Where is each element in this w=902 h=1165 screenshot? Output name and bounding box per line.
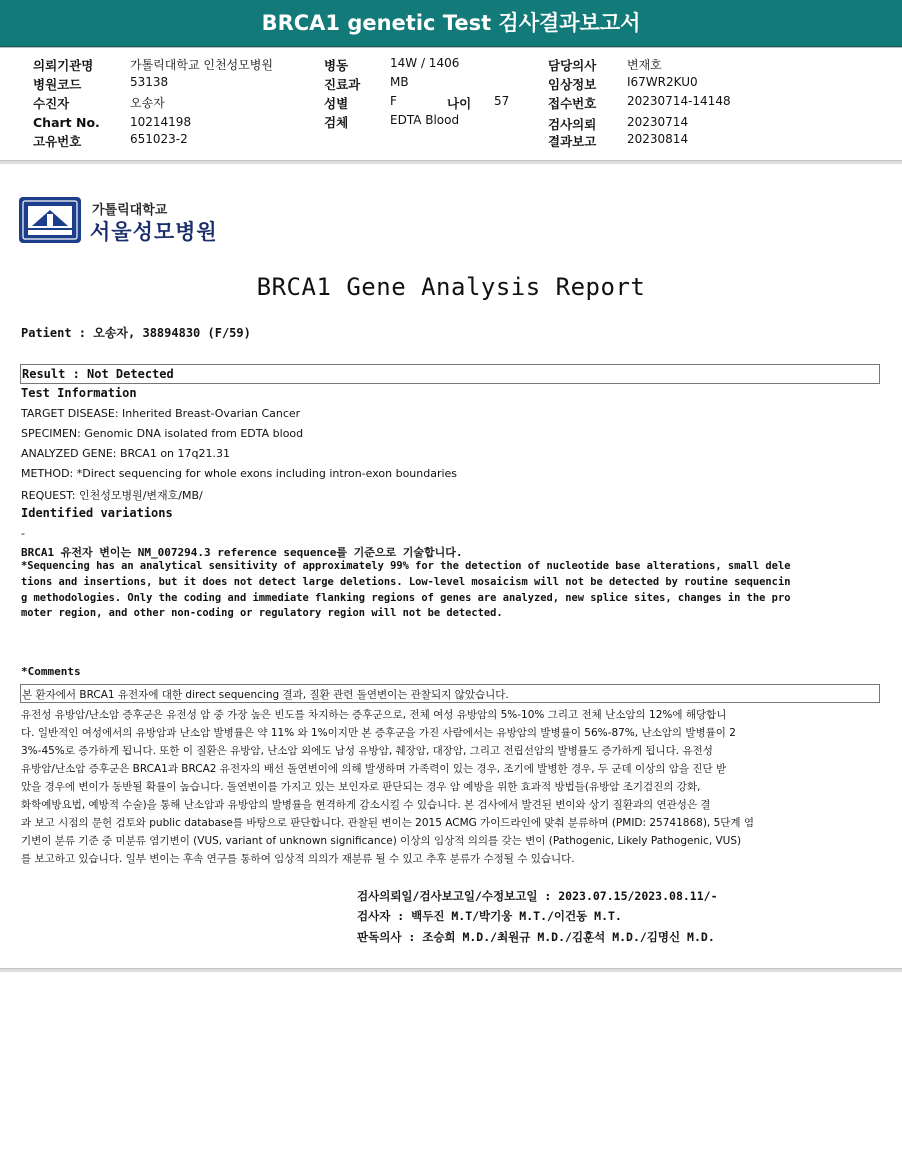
analyzed-gene: ANALYZED GENE: BRCA1 on 17q21.31 (21, 447, 230, 460)
comment-line-1: 유전성 유방암/난소암 증후군은 유전성 암 중 가장 높은 빈도를 차지하는 증후군으로, 전체 여성 유방암의 5%-10% 그리고 전체 난소암의 12%에 해당합니 (21, 709, 727, 721)
request-line: REQUEST: 인천성모병원/변재호/MB/ (21, 489, 203, 502)
value-result-report-date: 20230814 (627, 132, 689, 146)
value-sex: F (390, 94, 397, 108)
result-box (20, 364, 880, 384)
comment-box (20, 684, 880, 703)
comments-heading: *Comments (21, 665, 81, 678)
label-result-report-date: 결과보고 (548, 134, 597, 149)
label-ward: 병동 (324, 58, 349, 73)
target-disease: TARGET DISEASE: Inherited Breast-Ovarian Cancer (21, 407, 301, 420)
comment-line-4: 유방암/난소암 증후군은 BRCA1과 BRCA2 유전자의 배선 돌연변이에 의해 발생하며 가족력이 있는 경우, 조기에 발병한 경우, 두 군데 이상의 암을 진단 받 (21, 763, 727, 775)
label-attending-doctor: 담당의사 (548, 58, 597, 73)
sensitivity-line-1: *Sequencing has an analytical sensitivity of approximately 99% for the detection of nucleotide base alterations, small dele (21, 560, 791, 572)
identified-variations-value: - (21, 527, 25, 540)
value-receipt-number: 20230714-14148 (627, 94, 731, 108)
report-header-title: BRCA1 genetic Test 검사결과보고서 (0, 0, 902, 48)
value-requesting-institution: 가톨릭대학교 인천성모병원 (130, 58, 273, 72)
value-chart-no: 10214198 (130, 115, 192, 129)
sensitivity-line-3: g methodologies. Only the coding and immediate flanking regions of genes are analyzed, new splice sites, changes in the pro (21, 592, 791, 604)
sensitivity-line-4: moter region, and other non-coding or regulatory region will not be detected. (21, 607, 503, 619)
reference-note: BRCA1 유전자 변이는 NM_007294.3 reference sequence를 기준으로 기술합니다. (21, 546, 463, 559)
sensitivity-line-2: tions and insertions, but it does not detect large deletions. Low-level mosaicism will not be detected by routine sequencin (21, 576, 791, 588)
label-requesting-institution: 의뢰기관명 (33, 58, 94, 73)
comment-line-6: 화학예방요법, 예방적 수술)을 통해 난소암과 유방암의 발병률을 현격하게 감소시킬 수 있습니다. 본 검사에서 발견된 변이와 상기 질환과의 연관성은 결 (21, 799, 711, 811)
logo-university-name: 가톨릭대학교 (92, 203, 168, 218)
value-patient-name: 오송자 (130, 96, 165, 110)
comment-line-2: 다. 일반적인 여성에서의 유방암과 난소암 발병률은 약 11% 와 1%이지만 본 증후군을 가진 사람에서는 유방암의 발병률이 56%-87%, 난소암의 발병률이 2 (21, 727, 736, 739)
value-department: MB (390, 75, 409, 89)
section-divider-top (0, 160, 902, 164)
label-test-request-date: 검사의뢰 (548, 117, 597, 132)
value-attending-doctor: 변재호 (627, 58, 662, 72)
result-text: Result : Not Detected (22, 367, 174, 381)
patient-line: Patient : 오송자, 38894830 (F/59) (21, 326, 251, 340)
comment-line-9: 를 보고하고 있습니다. 일부 변이는 후속 연구를 통하여 임상적 의의가 재분류 될 수 있고 추후 분류가 수정될 수 있습니다. (21, 853, 575, 865)
value-hospital-code: 53138 (130, 75, 169, 89)
report-dates: 검사의뢰일/검사보고일/수정보고일 : 2023.07.15/2023.08.11/- (357, 889, 718, 903)
comment-line-7: 과 보고 시점의 문헌 검토와 public database를 바탕으로 판단합니다. 관찰된 변이는 2015 ACMG 가이드라인에 맞춰 분류하며 (PMID: 25741868), 5단계 염 (21, 817, 755, 829)
label-department: 진료과 (324, 77, 361, 92)
header-divider (0, 47, 902, 48)
hospital-logo (18, 196, 82, 248)
comment-line-5: 았을 경우에 변이가 동반될 확률이 높습니다. 돌연변이를 가지고 있는 보인자로 판단되는 경우 암 예방을 위한 효과적 방법들(유방암 조기검진의 강화, (21, 781, 701, 793)
test-info-heading: Test Information (21, 386, 137, 400)
hospital-emblem-icon (18, 196, 82, 244)
testers: 검사자 : 백두진 M.T/박기웅 M.T./이건동 M.T. (357, 909, 622, 923)
value-specimen: EDTA Blood (390, 113, 460, 127)
value-clinical-info: I67WR2KU0 (627, 75, 698, 89)
specimen-line: SPECIMEN: Genomic DNA isolated from EDTA blood (21, 427, 304, 440)
comment-line-8: 기변이 분류 기준 중 미분류 염기변이 (VUS, variant of unknown significance) 이상의 임상적 의의를 갖는 변이 (Pathogenic, Likely Pathogenic, VUS) (21, 835, 742, 847)
label-receipt-number: 접수번호 (548, 96, 597, 111)
method-line: METHOD: *Direct sequencing for whole exons including intron-exon boundaries (21, 467, 458, 480)
label-patient-name: 수진자 (33, 96, 70, 111)
label-chart-no: Chart No. (33, 115, 100, 130)
value-unique-id: 651023-2 (130, 132, 188, 146)
report-title: BRCA1 Gene Analysis Report (256, 273, 646, 301)
value-test-request-date: 20230714 (627, 115, 689, 129)
label-age: 나이 (447, 96, 472, 111)
comment-boxed-text: 본 환자에서 BRCA1 유전자에 대한 direct sequencing 결과, 질환 관련 돌연변이는 관찰되지 않았습니다. (22, 689, 509, 701)
label-hospital-code: 병원코드 (33, 77, 82, 92)
patient-info-grid (0, 52, 902, 156)
label-clinical-info: 임상정보 (548, 77, 597, 92)
label-unique-id: 고유번호 (33, 134, 82, 149)
section-divider-bottom (0, 968, 902, 972)
value-age: 57 (494, 94, 510, 108)
identified-variations-heading: Identified variations (21, 506, 173, 520)
logo-hospital-name: 서울성모병원 (90, 220, 218, 244)
comment-line-3: 3%-45%로 증가하게 됩니다. 또한 이 질환은 유방암, 난소암 외에도 남성 유방암, 췌장암, 대장암, 그리고 전립선암의 발병률도 증가하게 됩니다. 유전성 (21, 745, 713, 757)
value-ward: 14W / 1406 (390, 56, 460, 70)
reading-doctors: 판독의사 : 조승희 M.D./최원규 M.D./김훈석 M.D./김명신 M.D. (357, 930, 715, 944)
label-sex: 성별 (324, 96, 349, 111)
label-specimen: 검체 (324, 115, 349, 130)
